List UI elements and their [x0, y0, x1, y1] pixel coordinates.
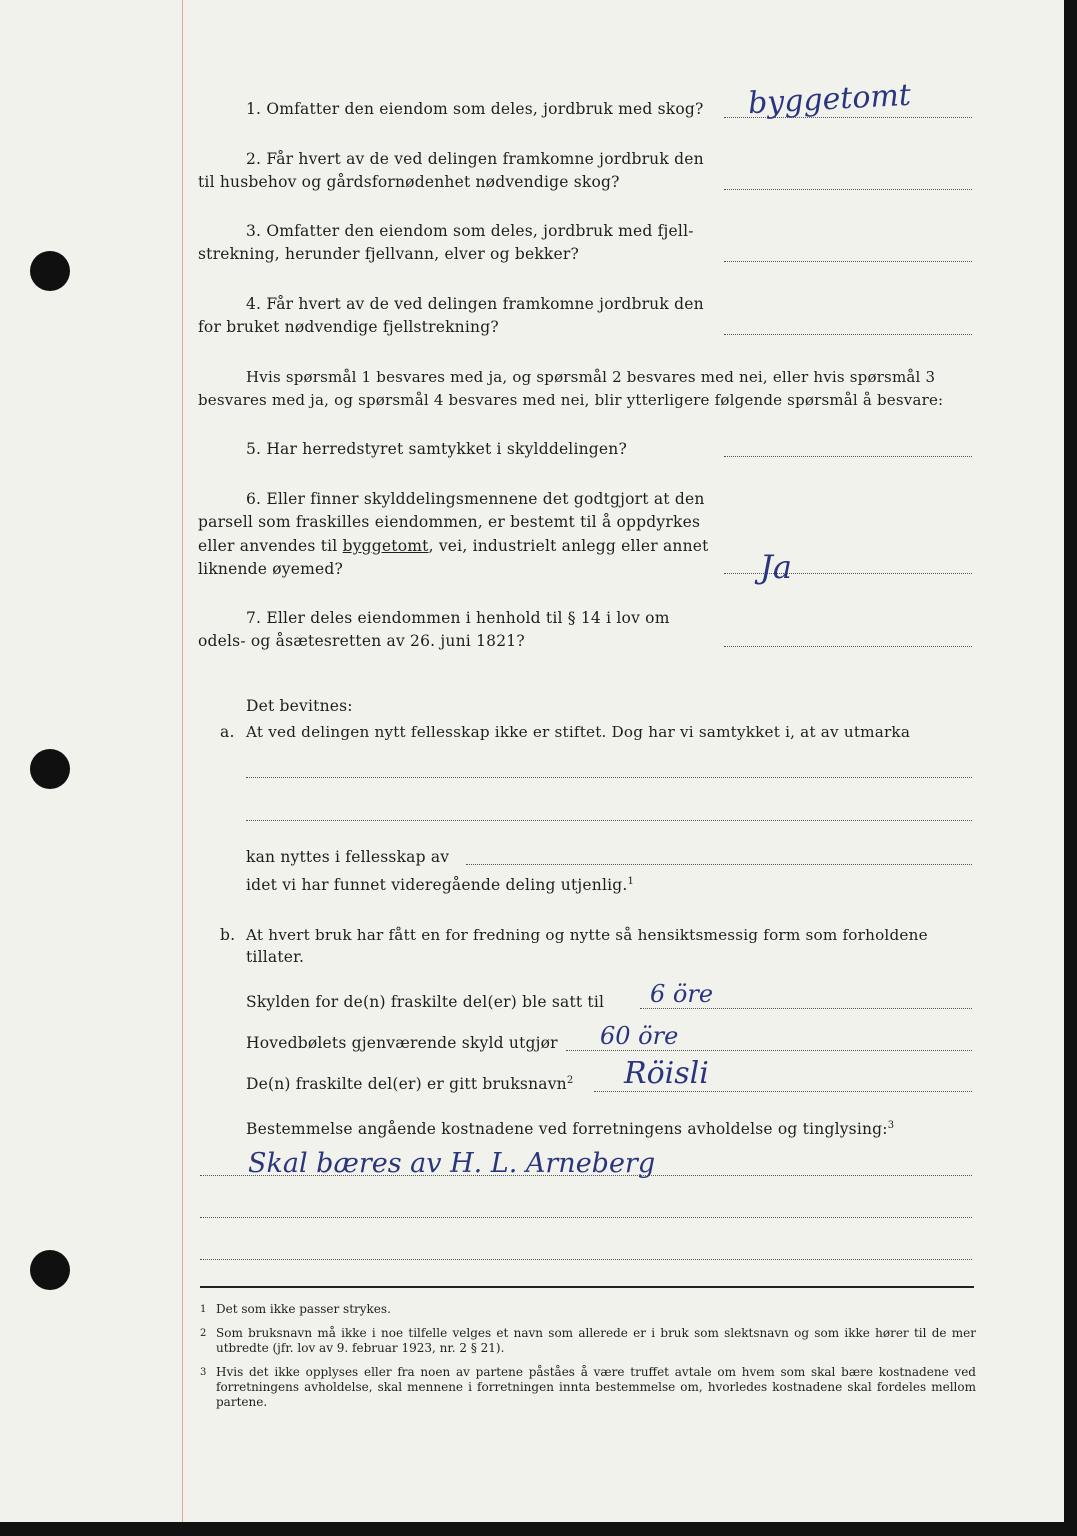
- question-7-line-1: 7. Eller deles eiendommen i henhold til § 14 i lov om: [246, 609, 670, 627]
- navn-value-handwritten: Röisli: [624, 1056, 709, 1091]
- footnote-2-text: Som bruksnavn må ikke i noe tilfelle velges et navn som allerede er i bruk som slektsnavn og som ikke hører til de mer utbredte (jfr. lov av 9. februar 1923, nr. 2 § 21).: [216, 1326, 976, 1355]
- question-6-line-3-pre: eller anvendes til: [198, 537, 343, 555]
- answer-6-handwritten: Ja: [760, 548, 792, 586]
- kost-blank-2: [200, 1217, 972, 1218]
- footnote-3-mark: 3: [200, 1367, 207, 1378]
- question-6-line-2: parsell som fraskilles eiendommen, er bestemt til å oppdyrkes: [198, 513, 701, 531]
- footnote-1: [200, 1302, 976, 1318]
- condition-line-2: besvares med ja, og spørsmål 4 besvares med nei, blir ytterligere følgende spørsmål å besvare:: [198, 391, 944, 409]
- footnote-rule: [200, 1286, 974, 1288]
- footnote-2-mark: 2: [200, 1328, 207, 1339]
- attest-b-marker: b.: [220, 926, 236, 944]
- question-3-line-2: strekning, herunder fjellvann, elver og bekker?: [198, 245, 580, 263]
- attest-a-reason: [246, 876, 634, 894]
- footnote-1-text: Det som ikke passer strykes.: [216, 1302, 391, 1316]
- kost-blank-3: [200, 1259, 972, 1260]
- punch-hole-bottom: [30, 1250, 70, 1290]
- skyld-blank: [640, 1008, 972, 1009]
- attest-a-text: At ved delingen nytt fellesskap ikke er stiftet. Dog har vi samtykket i, at av utmarka: [246, 723, 911, 741]
- hoved-blank: [566, 1050, 972, 1051]
- footnote-3-text: Hvis det ikke opplyses eller fra noen av partene påståes å være truffet avtale om hvem som skal bære kostnadene ved forretningens avholdelse, skal mennene i forretningen innta bestemmelse om, hvorledes kostnadene skal fordeles mellom partene.: [216, 1365, 976, 1409]
- footnote-2: [200, 1326, 976, 1358]
- hoved-label: Hovedbølets gjenværende skyld utgjør: [246, 1034, 558, 1052]
- attest-a-shared: kan nyttes i fellesskap av: [246, 848, 450, 866]
- answer-line-3: [724, 261, 972, 262]
- question-2-line-2: til husbehov og gårdsfornødenhet nødvendige skog?: [198, 173, 620, 191]
- punch-hole-middle: [30, 749, 70, 789]
- footnote-1-mark: 1: [200, 1304, 207, 1315]
- attest-a-shared-blank: [466, 864, 972, 865]
- question-4-line-1: 4. Får hvert av de ved delingen framkomne jordbruk den: [246, 295, 704, 313]
- margin-line: [182, 0, 183, 1522]
- footnote-ref-2: 2: [566, 1075, 574, 1086]
- question-4-line-2: for bruket nødvendige fjellstrekning?: [198, 318, 499, 336]
- kost-blank-1: [200, 1175, 972, 1176]
- answer-line-4: [724, 334, 972, 335]
- punch-hole-top: [30, 251, 70, 291]
- attest-a-blank-1: [246, 777, 972, 778]
- question-6-line-1: 6. Eller finner skylddelingsmennene det godtgjort at den: [246, 490, 705, 508]
- kost-label: [246, 1120, 894, 1138]
- attest-a-blank-2: [246, 820, 972, 821]
- question-2-line-1: 2. Får hvert av de ved delingen framkomne jordbruk den: [246, 150, 704, 168]
- answer-line-7: [724, 646, 972, 647]
- attest-b-line-2: tillater.: [246, 948, 305, 966]
- skyld-value-handwritten: 6 öre: [650, 980, 714, 1008]
- footnote-3: [200, 1365, 976, 1413]
- answer-line-2: [724, 189, 972, 190]
- question-7-line-2: odels- og åsætesretten av 26. juni 1821?: [198, 632, 525, 650]
- kost-value-handwritten: Skal bæres av H. L. Arneberg: [248, 1148, 656, 1179]
- question-6-line-4: liknende øyemed?: [198, 560, 344, 578]
- hoved-value-handwritten: 60 öre: [600, 1022, 679, 1050]
- kost-label-text: Bestemmelse angående kostnadene ved forretningens avholdelse og tinglysing:: [246, 1120, 888, 1139]
- skyld-label: Skylden for de(n) fraskilte del(er) ble satt til: [246, 993, 605, 1011]
- condition-line-1: Hvis spørsmål 1 besvares med ja, og spørsmål 2 besvares med nei, eller hvis spørsmål 3: [246, 368, 936, 386]
- question-5: 5. Har herredstyret samtykket i skylddelingen?: [246, 440, 627, 458]
- answer-line-5: [724, 456, 972, 457]
- question-3-line-1: 3. Omfatter den eiendom som deles, jordbruk med fjell-: [246, 222, 694, 240]
- footnote-ref-3: 3: [887, 1120, 895, 1131]
- navn-label-text: De(n) fraskilte del(er) er gitt bruksnavn: [246, 1075, 567, 1094]
- attest-a-marker: a.: [220, 723, 235, 741]
- attest-a-reason-text: idet vi har funnet videregående deling utjenlig.: [246, 876, 628, 895]
- question-6-underlined-word: byggetomt: [342, 537, 429, 555]
- question-6-line-3: [198, 537, 709, 555]
- question-6-line-3-post: , vei, industrielt anlegg eller annet: [428, 537, 709, 555]
- attest-heading: Det bevitnes:: [246, 697, 353, 715]
- question-1: 1. Omfatter den eiendom som deles, jordbruk med skog?: [246, 100, 704, 118]
- navn-blank: [594, 1091, 972, 1092]
- footnote-ref-1: 1: [627, 876, 635, 887]
- answer-1-handwritten: byggetomt: [747, 77, 912, 122]
- attest-b-line-1: At hvert bruk har fått en for fredning og nytte så hensiktsmessig form som forholdene: [246, 926, 928, 944]
- navn-label: [246, 1075, 573, 1093]
